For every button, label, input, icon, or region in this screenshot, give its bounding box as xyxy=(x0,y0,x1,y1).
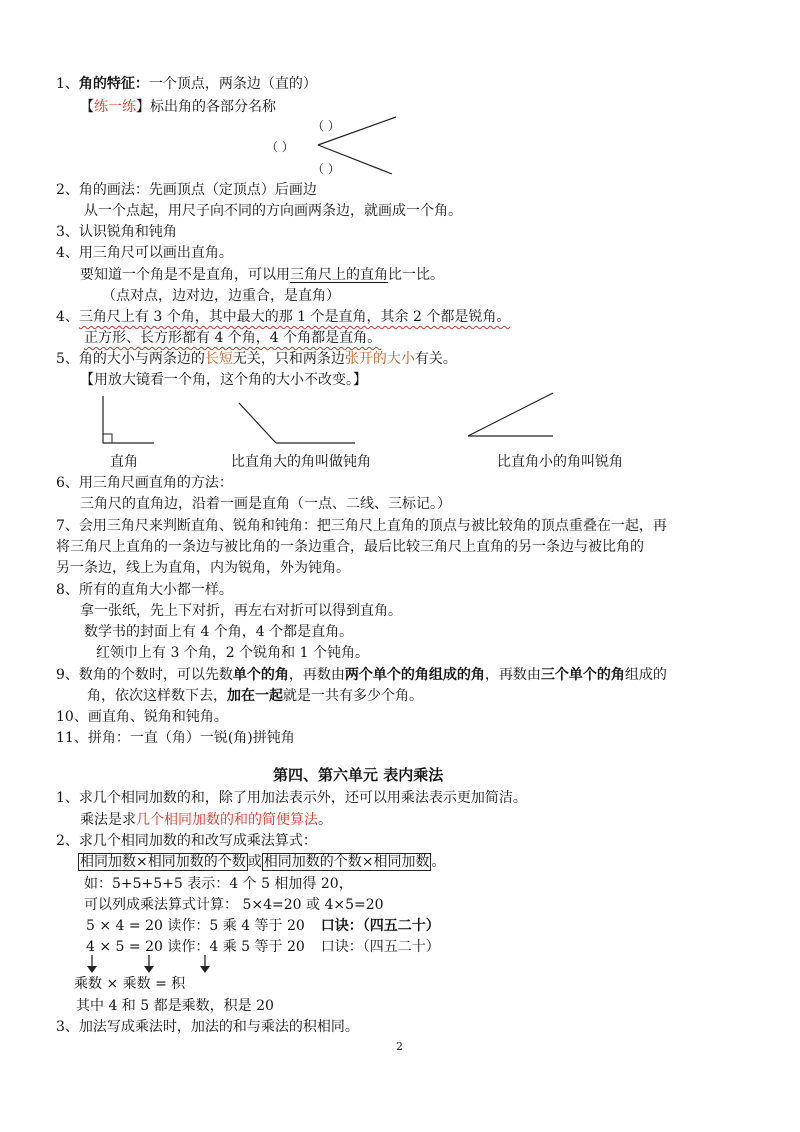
item-7-line1: 7、会用三角尺来判断直角、锐角和钝角：把三角尺上直角的顶点与被比较角的顶点重叠在一起，再 xyxy=(56,518,667,534)
arrow-down-icon xyxy=(200,955,210,973)
text: 乘法是求 xyxy=(80,812,136,828)
text: 。 xyxy=(318,812,332,828)
item-8-ex1: 拿一张纸，先上下对折，再左右对折可以得到直角。 xyxy=(80,603,402,619)
acute-angle-label: 比直角小的角叫锐角 xyxy=(497,454,623,470)
equation-text: 5 × 4 = 20 读作：5 乘 4 等于 20 xyxy=(86,918,305,934)
item-6-detail: 三角尺的直角边，沿着一画是直角（一点、二线、三标记。） xyxy=(80,496,451,512)
item-4-hint: （点对点，边对边，边重合，是直角） xyxy=(102,288,340,304)
period: 。 xyxy=(431,854,446,870)
bold-text: 加在一起 xyxy=(227,688,283,704)
text: 有关。 xyxy=(414,351,457,367)
wavy-underlined-text: 三角尺上有 3 个角，其中最大的那 1 个是直角，其余 2 个都是锐角。 xyxy=(78,309,511,325)
text: ，再数由 xyxy=(288,667,345,683)
term-explanation: 其中 4 和 5 都是乘数，积是 20 xyxy=(76,998,274,1014)
item-7-line2: 将三角尺上直角的一条边与被比角的一条边重合，最后比较三角尺上直角的另一条边与被比角的 xyxy=(56,539,644,555)
paren-bottom-blank: （ ） xyxy=(312,162,340,176)
text: 比一比。 xyxy=(388,267,444,283)
bold-text: 两个单个的角组成的角 xyxy=(344,667,485,683)
example-line: 如：5+5+5+5 表示：4 个 5 相加得 20， xyxy=(84,876,353,892)
bold-term: 角的特征： xyxy=(78,76,149,92)
mult-item-2: 2、求几个相同加数的和改写成乘法算式： xyxy=(56,833,317,849)
item-8-ex3: 红领巾上有 3 个角，2 个锐角和 1 个钝角。 xyxy=(96,645,369,661)
example-equations: 可以列成乘法算式计算： 5×4=20 或 4×5=20 xyxy=(84,897,384,913)
obtuse-angle-label: 比直角大的角叫做钝角 xyxy=(231,454,371,470)
item-number: 1、 xyxy=(56,76,79,92)
practice-text: 】标出角的各部分名称 xyxy=(136,99,276,115)
underlined-text: 三角尺上的直角 xyxy=(290,267,388,283)
text: 5、角的大小与两条边的 xyxy=(56,351,205,367)
mult-item-1: 1、求几个相同加数的和，除了用加法表示外，还可以用乘法表示更加简洁。 xyxy=(56,790,527,806)
item-8: 8、所有的直角大小都一样。 xyxy=(56,582,233,598)
item-11: 11、拼角：一直（角）一锐(角)拼钝角 xyxy=(56,730,295,746)
text: 无关，只和两条边 xyxy=(232,351,345,367)
formula-box-1: 相同加数×相同加数的个数 xyxy=(80,854,246,870)
mult-item-3: 3、加法写成乘法时，加法的和与乘法的积相同。 xyxy=(56,1019,359,1035)
item-10: 10、画直角、锐角和钝角。 xyxy=(56,709,228,725)
text: 就是一共有多少个角。 xyxy=(283,688,423,704)
text: 角，依次这样数下去， xyxy=(87,688,227,704)
page-number: 2 xyxy=(396,1040,403,1053)
bracket-open: 【 xyxy=(80,99,94,115)
text: 9、数角的个数时，可以先数 xyxy=(56,667,233,683)
practice-label: 练一练 xyxy=(94,99,136,115)
item-7-line3: 另一条边，线上为直角，内为锐角，外为钝角。 xyxy=(56,560,350,576)
wavy-underlined-text: 正方形、长方形都有 4 个角，4 个角都是直角。 xyxy=(84,330,382,346)
item-6: 6、用三角尺画直角的方法： xyxy=(56,475,233,491)
paren-left-blank: （ ） xyxy=(266,140,294,154)
arrow-down-icon xyxy=(87,955,97,973)
text: 要知道一个角是不是直角，可以用 xyxy=(80,267,290,283)
mnemonic: 口诀：（四五二十） xyxy=(320,939,440,955)
item-4: 4、用三角尺可以画出直角。 xyxy=(56,245,233,261)
formula-box-2: 相同加数的个数×相同加数 xyxy=(263,854,430,870)
text: ，再数由 xyxy=(484,667,541,683)
right-angle-label: 直角 xyxy=(110,454,138,470)
equation-text: 4 × 5 = 20 读作：4 乘 5 等于 20 xyxy=(86,939,305,955)
item-3: 3、认识锐角和钝角 xyxy=(56,224,177,240)
item-2-detail: 从一个点起，用尺子向不同的方向画两条边，就画成一个角。 xyxy=(84,203,462,219)
item-5-note: 【用放大镜看一个角，这个角的大小不改变。】 xyxy=(80,372,367,388)
paren-top-blank: （ ） xyxy=(312,119,340,133)
item-text: 一个顶点，两条边（直的） xyxy=(148,76,317,92)
highlight-text: 张开的大小 xyxy=(344,351,415,367)
highlight-text: 长短 xyxy=(204,351,233,367)
arrow-down-icon xyxy=(144,955,154,973)
item-2-drawing-angle: 2、角的画法：先画顶点（定顶点）后画边 xyxy=(56,182,317,198)
text: 组成的 xyxy=(624,667,667,683)
unit-title: 第四、第六单元 表内乘法 xyxy=(273,766,444,784)
term-names: 乘数 × 乘数 = 积 xyxy=(74,976,186,992)
red-highlight: 几个相同加数的和的简便算法 xyxy=(136,812,318,828)
item-8-ex2: 数学书的封面上有 4 个角，4 个都是直角。 xyxy=(84,624,354,640)
bold-text: 三个单个的角 xyxy=(540,667,625,683)
mnemonic-bold: 口诀：（四五二十） xyxy=(320,918,440,934)
item-number: 4、 xyxy=(56,309,79,325)
or-text: 或 xyxy=(247,854,262,870)
bold-text: 单个的角 xyxy=(232,667,289,683)
